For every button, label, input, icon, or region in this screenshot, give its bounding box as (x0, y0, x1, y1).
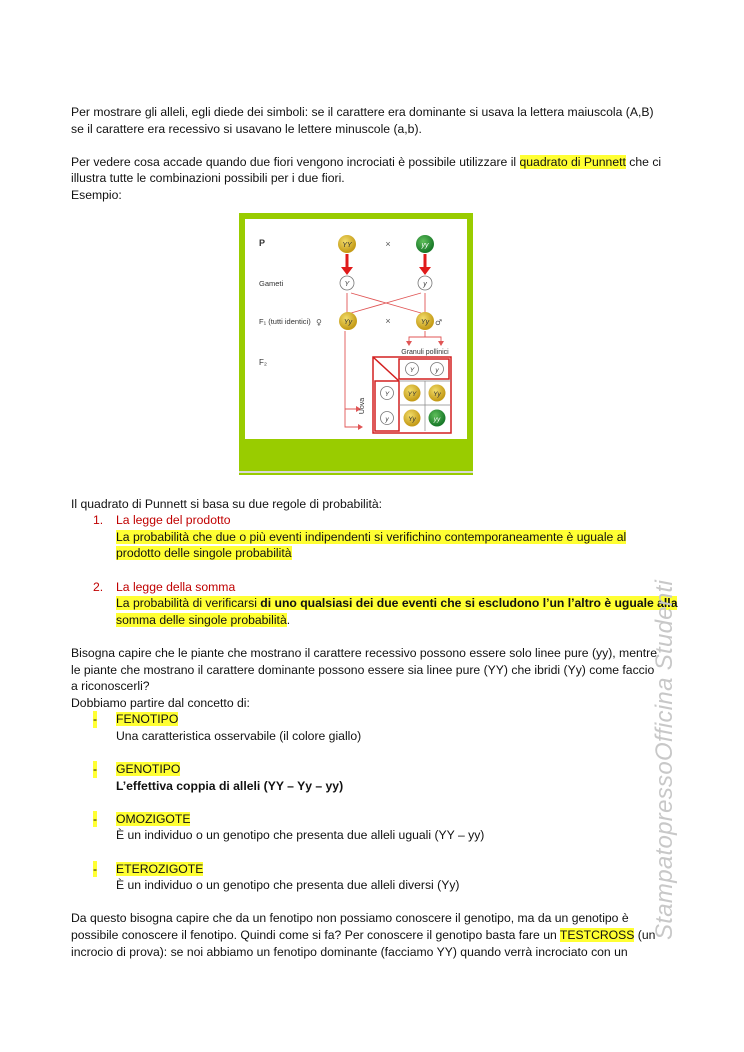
concept-term: ETEROZIGOTE (116, 861, 204, 876)
granuli-label: Granuli pollinici (401, 348, 449, 356)
intro-line-1: Per mostrare gli alleli, egli diede dei simboli: se il carattere era dominante si usava la lettera maiuscola (A,B) (71, 105, 654, 119)
rule-1-text-1: La probabilità che due o più eventi indipendenti si verifichino contemporaneamente è uguale al (116, 529, 627, 544)
svg-text:Yy: Yy (408, 415, 416, 423)
watermark (625, 520, 678, 940)
parent2-label: yy (421, 241, 429, 249)
rule-2-number: 2. (93, 579, 104, 594)
rule-1-number: 1. (93, 513, 104, 528)
p-label: P (259, 237, 266, 248)
concept-desc: Una caratteristica osservabile (il colore giallo) (116, 728, 362, 743)
svg-text:Yy: Yy (420, 318, 430, 326)
rule-product (71, 512, 681, 562)
uova-label: Uova (359, 397, 366, 414)
rule-1-text-2: prodotto delle singole probabilità (116, 546, 292, 561)
punnett-figure (239, 213, 473, 475)
closing-line-2: possibile conoscere il fenotipo. Quindi come si fa? Per conoscere il genotipo basta fare un TESTCROSS (un (71, 928, 656, 942)
concept-desc: È un individuo o un genotipo che presenta due alleli uguali (YY – yy) (116, 828, 485, 843)
f1-label: F₁ (tutti identici) (259, 316, 311, 326)
svg-text:♂: ♂ (435, 317, 443, 327)
concept-genotipo: - GENOTIPO L’effettiva coppia di alleli (YY – Yy – yy) (93, 762, 344, 793)
testcross-highlight: TESTCROSS (559, 928, 635, 942)
rule-2-text-2: somma delle singole probabilità (116, 612, 287, 627)
rule-sum: 2. La legge della somma La probabilità di verificarsi di uno qualsiasi dei due eventi che si escludono l’un l’altro è uguale alla somma delle singole probabilità. (71, 579, 681, 629)
rule-2-title: La legge della somma (116, 579, 236, 594)
gameti-label: Gameti (259, 278, 284, 288)
concept-omozigote: - OMOZIGOTE È un individuo o un genotipo che presenta due alleli uguali (YY – yy) (71, 811, 681, 844)
concept-term: FENOTIPO (116, 712, 179, 727)
recessive-line-4: Dobbiamo partire dal concetto di: (71, 695, 250, 710)
svg-text:Y: Y (409, 366, 415, 374)
closing-line-1: Da questo bisogna capire che da un fenotipo non possiamo conoscere il genotipo, ma da un genotipo è (71, 911, 629, 926)
concept-desc: L’effettiva coppia di alleli (YY – Yy – yy) (116, 778, 344, 793)
intro-line-2: se il carattere era recessivo si usavano le lettere minuscole (a,b). (71, 121, 422, 136)
rule-2-text-1a: La probabilità di verificarsi (116, 596, 261, 611)
gamete2-label: y (423, 280, 427, 288)
closing-line-3: incrocio di prova): se noi abbiamo un fenotipo dominante (facciamo YY) quando verrà incrociato con un (71, 944, 628, 959)
cross-symbol-1: × (385, 238, 391, 249)
svg-text:Y: Y (384, 390, 390, 398)
rule-2-text-1b: di uno qualsiasi dei due eventi che si escludono l’un l’altro è uguale alla (260, 596, 678, 611)
recessive-line-2: le piante che mostrano il carattere dominante possono essere sia linee pure (YY) che ibridi (Yy) come faccio (71, 662, 655, 677)
gamete1-label: Y (344, 280, 350, 288)
punnett-diagram (239, 213, 473, 475)
punnett-intro: Per vedere cosa accade quando due fiori vengono incrociati è possibile utilizzare il quadrato di Punnett che ci illustra tutte le combinazioni possibili per i due fiori. (71, 154, 662, 186)
svg-text:YY: YY (407, 390, 417, 398)
svg-text:y: y (435, 366, 439, 374)
recessive-line-3: a riconoscerli? (71, 679, 150, 694)
punnett-highlight: quadrato di Punnett (519, 154, 626, 169)
svg-text:Yy: Yy (433, 390, 441, 398)
recessive-line-1: Bisogna capire che le piante che mostrano il carattere recessivo possono essere solo linee pure (yy), mentre (71, 645, 657, 660)
concept-term: OMOZIGOTE (116, 811, 191, 826)
svg-text:Yy: Yy (343, 318, 353, 326)
cross-symbol-2: × (385, 315, 391, 326)
svg-text:y: y (385, 415, 389, 423)
rule-1-title: La legge del prodotto (116, 513, 231, 528)
concept-fenotipo: - FENOTIPO Una caratteristica osservabile (il colore giallo) (71, 711, 681, 744)
rules-intro: Il quadrato di Punnett si basa su due regole di probabilità: (71, 496, 382, 511)
document-body (71, 104, 681, 960)
concept-desc: È un individuo o un genotipo che presenta due alleli diversi (Yy) (116, 878, 460, 893)
svg-text:yy: yy (433, 415, 441, 423)
f2-label: F₂ (259, 357, 267, 367)
parent1-label: YY (342, 241, 352, 249)
concept-eterozigote: - ETEROZIGOTE È un individuo o un genotipo che presenta due alleli diversi (Yy) (71, 861, 681, 894)
concept-term: GENOTIPO (116, 762, 181, 777)
example-label: Esempio: (71, 187, 122, 202)
svg-text:♀: ♀ (316, 317, 322, 327)
watermark-text: StampatopressoOfficina Studenti (651, 579, 678, 940)
